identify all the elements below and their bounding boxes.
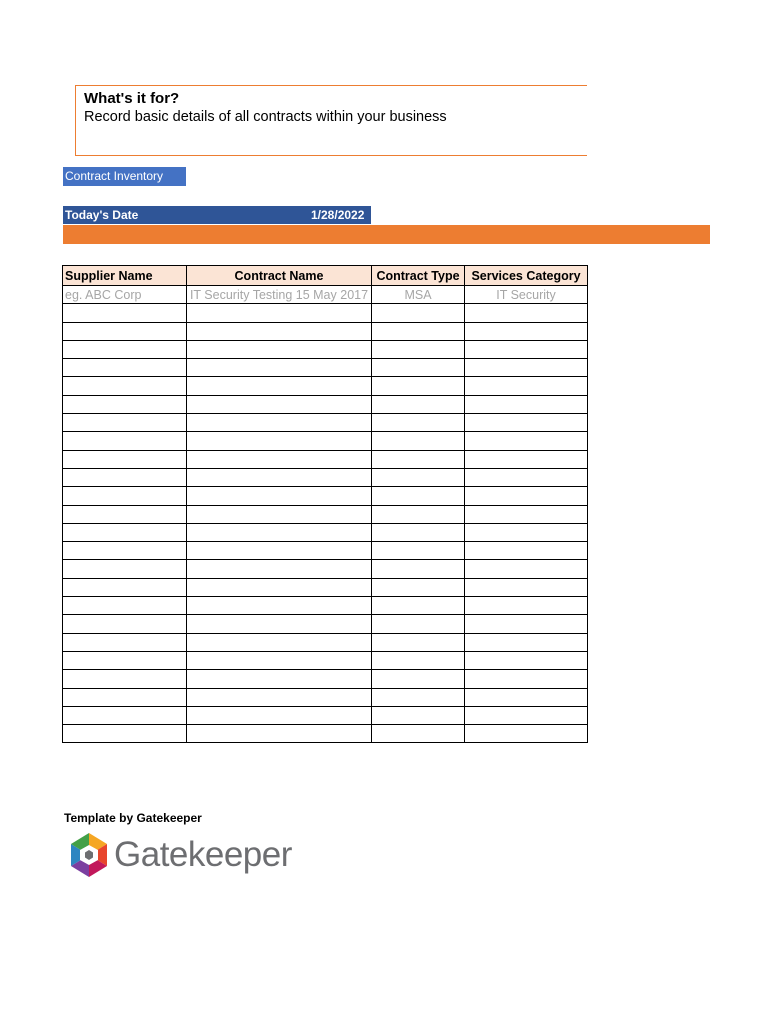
table-cell[interactable] [187, 597, 372, 615]
table-cell[interactable] [372, 377, 465, 395]
table-cell[interactable] [465, 706, 588, 724]
table-row [63, 578, 588, 596]
table-cell[interactable] [187, 304, 372, 322]
table-cell[interactable] [187, 542, 372, 560]
table-row [63, 414, 588, 432]
table-row [63, 706, 588, 724]
table-row [63, 560, 588, 578]
table-row [63, 322, 588, 340]
template-credit: Template by Gatekeeper [64, 811, 202, 825]
table-row [63, 304, 588, 322]
example-row [63, 286, 588, 304]
table-cell[interactable] [187, 487, 372, 505]
table-cell[interactable] [63, 725, 187, 743]
table-cell[interactable] [187, 340, 372, 358]
header-supplier-name: Supplier Name [63, 266, 187, 286]
table-cell[interactable] [187, 523, 372, 541]
table-cell[interactable] [187, 633, 372, 651]
table-row [63, 432, 588, 450]
table-row [63, 377, 588, 395]
date-label: Today's Date [65, 208, 139, 222]
table-cell[interactable] [63, 633, 187, 651]
table-cell[interactable] [63, 523, 187, 541]
table-cell[interactable] [465, 505, 588, 523]
section-label-contract-inventory: Contract Inventory [63, 167, 186, 186]
table-cell[interactable] [372, 432, 465, 450]
table-row [63, 505, 588, 523]
table-cell[interactable] [63, 706, 187, 724]
table-cell[interactable] [465, 377, 588, 395]
example-supplier-cell[interactable]: eg. ABC Corp [63, 286, 187, 304]
table-cell[interactable] [372, 597, 465, 615]
table-cell[interactable] [465, 523, 588, 541]
table-cell[interactable] [465, 340, 588, 358]
table-cell[interactable] [465, 322, 588, 340]
header-contract-type: Contract Type [372, 266, 465, 286]
table-cell[interactable] [465, 359, 588, 377]
table-row [63, 725, 588, 743]
table-cell[interactable] [465, 468, 588, 486]
table-cell[interactable] [63, 578, 187, 596]
table-cell[interactable] [465, 304, 588, 322]
table-cell[interactable] [372, 487, 465, 505]
table-cell[interactable] [187, 322, 372, 340]
contract-table [62, 265, 588, 743]
table-header-row [63, 266, 588, 286]
table-row [63, 597, 588, 615]
table-cell[interactable] [372, 615, 465, 633]
date-bar [63, 206, 371, 224]
table-cell[interactable] [187, 688, 372, 706]
table-row [63, 450, 588, 468]
table-cell[interactable] [372, 725, 465, 743]
table-cell[interactable] [465, 725, 588, 743]
table-cell[interactable] [465, 450, 588, 468]
table-cell[interactable] [465, 542, 588, 560]
table-row [63, 468, 588, 486]
example-contract-type-cell[interactable]: MSA [372, 286, 465, 304]
table-cell[interactable] [372, 468, 465, 486]
table-cell[interactable] [187, 432, 372, 450]
table-cell[interactable] [187, 706, 372, 724]
table-cell[interactable] [63, 359, 187, 377]
table-cell[interactable] [372, 414, 465, 432]
gatekeeper-hexagon-icon [69, 832, 109, 878]
table-cell[interactable] [63, 304, 187, 322]
table-row [63, 688, 588, 706]
table-cell[interactable] [187, 725, 372, 743]
table-cell[interactable] [63, 450, 187, 468]
table-cell[interactable] [465, 670, 588, 688]
table-cell[interactable] [465, 651, 588, 669]
logo-wordmark: Gatekeeper [114, 835, 292, 874]
info-title: What's it for? [84, 90, 180, 107]
table-cell[interactable] [63, 340, 187, 358]
table-cell[interactable] [187, 450, 372, 468]
table-cell[interactable] [465, 487, 588, 505]
table-cell[interactable] [63, 395, 187, 413]
table-cell[interactable] [465, 615, 588, 633]
info-box [75, 85, 587, 156]
table-cell[interactable] [465, 597, 588, 615]
table-cell[interactable] [372, 578, 465, 596]
table-cell[interactable] [63, 414, 187, 432]
table-row [63, 633, 588, 651]
table-cell[interactable] [63, 615, 187, 633]
example-contract-name-cell[interactable]: IT Security Testing 15 May 2017 [187, 286, 372, 304]
table-cell[interactable] [372, 395, 465, 413]
table-cell[interactable] [63, 432, 187, 450]
table-cell[interactable] [187, 651, 372, 669]
table-cell[interactable] [63, 560, 187, 578]
table-cell[interactable] [63, 487, 187, 505]
table-row [63, 615, 588, 633]
table-cell[interactable] [372, 542, 465, 560]
table-cell[interactable] [63, 377, 187, 395]
table-cell[interactable] [372, 304, 465, 322]
table-cell[interactable] [187, 414, 372, 432]
table-cell[interactable] [63, 688, 187, 706]
table-cell[interactable] [372, 651, 465, 669]
table-cell[interactable] [465, 395, 588, 413]
table-row [63, 523, 588, 541]
table-cell[interactable] [187, 505, 372, 523]
table-cell[interactable] [372, 688, 465, 706]
table-cell[interactable] [372, 633, 465, 651]
table-cell[interactable] [465, 578, 588, 596]
date-value[interactable]: 1/28/2022 [311, 208, 365, 222]
table-cell[interactable] [187, 578, 372, 596]
table-row [63, 487, 588, 505]
table-cell[interactable] [187, 359, 372, 377]
orange-divider-bar [63, 225, 710, 244]
table-cell[interactable] [63, 468, 187, 486]
table-cell[interactable] [187, 377, 372, 395]
info-description: Record basic details of all contracts within your business [84, 109, 447, 125]
table-cell[interactable] [465, 560, 588, 578]
table-cell[interactable] [63, 670, 187, 688]
table-cell[interactable] [372, 706, 465, 724]
gatekeeper-logo [69, 832, 292, 878]
table-cell[interactable] [63, 505, 187, 523]
table-cell[interactable] [63, 542, 187, 560]
example-services-category-cell[interactable]: IT Security [465, 286, 588, 304]
table-cell[interactable] [187, 468, 372, 486]
table-cell[interactable] [465, 414, 588, 432]
table-cell[interactable] [372, 450, 465, 468]
table-cell[interactable] [372, 670, 465, 688]
table-row [63, 670, 588, 688]
table-cell[interactable] [372, 523, 465, 541]
header-contract-name: Contract Name [187, 266, 372, 286]
table-cell[interactable] [372, 505, 465, 523]
table-cell[interactable] [372, 322, 465, 340]
table-cell[interactable] [372, 340, 465, 358]
table-cell[interactable] [63, 322, 187, 340]
table-row [63, 359, 588, 377]
table-cell[interactable] [465, 688, 588, 706]
table-cell[interactable] [465, 432, 588, 450]
table-cell[interactable] [372, 359, 465, 377]
table-cell[interactable] [372, 560, 465, 578]
table-cell[interactable] [187, 560, 372, 578]
table-cell[interactable] [187, 670, 372, 688]
table-row [63, 395, 588, 413]
table-row [63, 651, 588, 669]
table-cell[interactable] [63, 597, 187, 615]
table-cell[interactable] [187, 395, 372, 413]
table-cell[interactable] [187, 615, 372, 633]
header-services-category: Services Category [465, 266, 588, 286]
table-row [63, 340, 588, 358]
table-cell[interactable] [63, 651, 187, 669]
table-cell[interactable] [465, 633, 588, 651]
table-row [63, 542, 588, 560]
